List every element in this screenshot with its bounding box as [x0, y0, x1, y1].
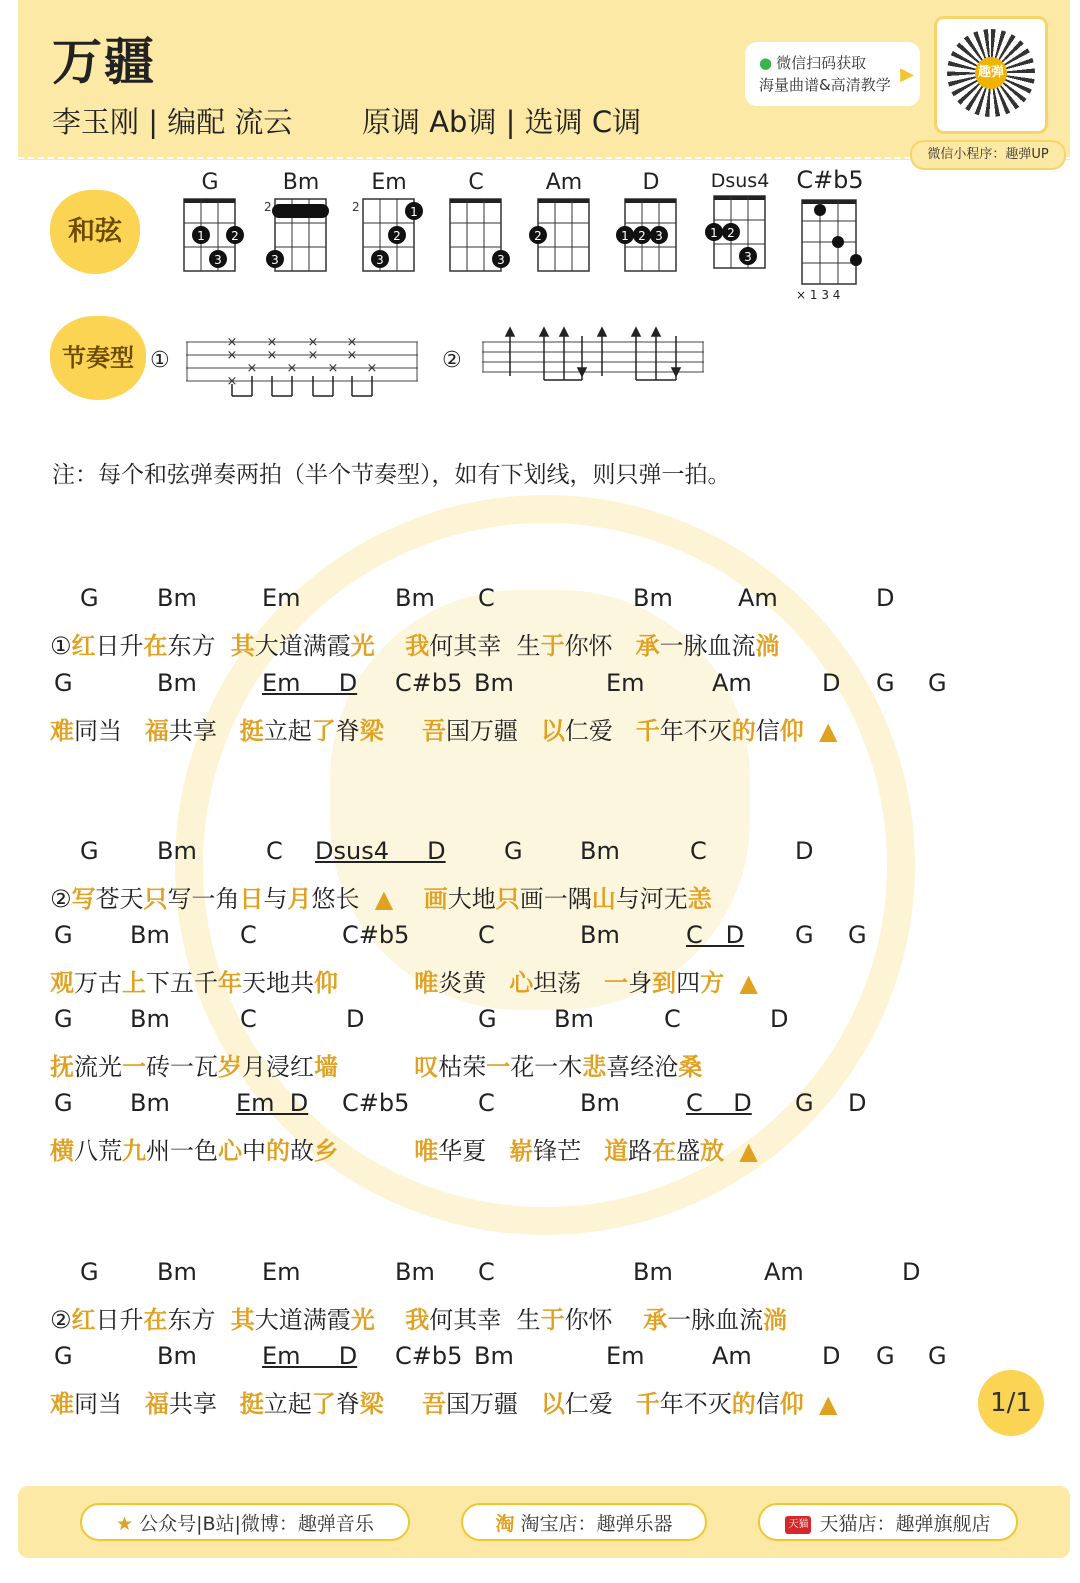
chord-diagram-d: [616, 170, 686, 279]
fret-number: 2: [352, 200, 360, 214]
chord-name: D: [642, 170, 660, 195]
chord-name: G: [201, 170, 219, 195]
chord-grid: [616, 195, 686, 275]
svg-text:2: 2: [393, 229, 401, 243]
chord-grid: [266, 195, 336, 275]
svg-text:1: 1: [621, 229, 629, 243]
chord-diagram-dsus4: [705, 170, 775, 276]
svg-text:×: ×: [346, 335, 358, 350]
qr-code[interactable]: [934, 16, 1048, 134]
chord-name: Bm: [282, 170, 320, 195]
lyric-line: 抚流光一砖一瓦岁月浸红墙 叹枯荣一花一木悲喜经沧桑: [50, 1053, 703, 1081]
svg-text:×: ×: [346, 348, 358, 363]
lyric-line: ①红日升在东方 其大道满霞光 我何其幸 生于你怀 承一脉血流淌: [50, 632, 780, 660]
svg-text:3: 3: [744, 250, 752, 264]
svg-text:1: 1: [710, 226, 718, 240]
promo-line1: 微信扫码获取: [776, 54, 867, 72]
svg-text:×: ×: [246, 361, 258, 376]
qr-caption: 微信小程序：趣弹UP: [910, 140, 1066, 170]
chord-grid: [354, 195, 424, 275]
chord-diagram-am: [529, 170, 599, 279]
svg-text:3: 3: [497, 253, 505, 267]
tmall-link[interactable]: [758, 1503, 1018, 1541]
star-icon: ★: [116, 1513, 134, 1535]
qr-pattern: [947, 29, 1035, 117]
rhythm-2-number: ②: [442, 348, 462, 373]
taobao-icon: 淘: [495, 1513, 515, 1535]
chords-badge: 和弦: [50, 190, 140, 274]
svg-text:2: 2: [534, 229, 542, 243]
chord-name: C: [468, 170, 484, 195]
chord-grid: [794, 194, 866, 294]
playing-note: 注：每个和弦弹奏两拍（半个节奏型），如有下划线，则只弹一拍。: [52, 462, 731, 488]
chord-diagram-csharpb5: [794, 166, 866, 302]
promo-box[interactable]: [745, 42, 920, 106]
svg-text:×: ×: [226, 374, 238, 389]
rhythm-pattern-1: [186, 332, 418, 402]
social-link[interactable]: [80, 1503, 410, 1541]
lyric-line: ②写苍天只写一角日与月悠长 ▲ 画大地只画一隅山与河无恙: [50, 885, 712, 913]
chord-diagram-bm: [266, 170, 336, 279]
chord-diagram-em: [354, 170, 424, 279]
svg-text:3: 3: [655, 229, 663, 243]
svg-text:×: ×: [286, 361, 298, 376]
svg-text:3: 3: [271, 253, 279, 267]
svg-text:×: ×: [266, 348, 278, 363]
promo-line2: 海量曲谱&高清教学: [759, 76, 891, 94]
song-title: 万疆: [52, 33, 156, 91]
svg-text:×: ×: [226, 348, 238, 363]
chord-name: Dsus4: [710, 170, 770, 192]
svg-text:×: ×: [366, 361, 378, 376]
tmall-icon: 天猫: [785, 1516, 811, 1534]
chord-name: C#b5: [796, 166, 864, 194]
chord-diagram-c: [441, 170, 511, 279]
tmall-label: 天猫店：趣弹旗舰店: [819, 1513, 991, 1535]
svg-text:1: 1: [197, 229, 205, 243]
svg-text:2: 2: [727, 226, 735, 240]
lyric-line: 观万古上下五千年天地共仰 唯炎黄 心坦荡 一身到四方 ▲: [50, 969, 758, 997]
chord-grid: [529, 195, 599, 275]
fret-number: 2: [264, 200, 272, 214]
svg-text:3: 3: [376, 253, 384, 267]
chord-grid: [175, 195, 245, 275]
lyric-line: ②红日升在东方 其大道满霞光 我何其幸 生于你怀 承一脉血流淌: [50, 1306, 788, 1334]
svg-text:1: 1: [410, 205, 418, 219]
chord-grid: [705, 192, 775, 272]
chord-grid: [441, 195, 511, 275]
svg-text:2: 2: [231, 229, 239, 243]
chord-diagram-g: [175, 170, 245, 279]
svg-text:×: ×: [327, 361, 339, 376]
rhythm-badge: 节奏型: [50, 316, 146, 400]
chord-name: Em: [371, 170, 407, 195]
page-number: 1/1: [978, 1370, 1044, 1436]
social-label: 公众号|B站|微博：趣弹音乐: [139, 1513, 374, 1535]
wechat-icon: ●: [759, 54, 773, 72]
fingering-label: × 1 3 4: [796, 288, 841, 302]
svg-text:×: ×: [307, 335, 319, 350]
lyric-line: 难同当 福共享 挺立起了脊梁 吾国万疆 以仁爱 千年不灭的信仰 ▲: [50, 717, 838, 745]
song-key: 原调 Ab调 | 选调 C调: [362, 105, 642, 139]
taobao-link[interactable]: [461, 1503, 707, 1541]
arrow-right-icon: ▶: [900, 64, 914, 85]
svg-text:×: ×: [307, 348, 319, 363]
artist-arranger: 李玉刚 | 编配 流云: [52, 105, 293, 139]
lyric-line: 难同当 福共享 挺立起了脊梁 吾国万疆 以仁爱 千年不灭的信仰 ▲: [50, 1390, 838, 1418]
svg-text:3: 3: [214, 253, 222, 267]
qr-logo: 趣弹: [975, 57, 1007, 89]
svg-text:×: ×: [226, 335, 238, 350]
rhythm-1-number: ①: [150, 348, 170, 373]
lyric-line: 横八荒九州一色心中的故乡 唯华夏 崭锋芒 道路在盛放 ▲: [50, 1137, 758, 1165]
chord-name: Am: [545, 170, 583, 195]
svg-text:×: ×: [266, 335, 278, 350]
taobao-label: 淘宝店：趣弹乐器: [520, 1513, 673, 1535]
svg-text:2: 2: [638, 229, 646, 243]
rhythm-pattern-2: [482, 324, 704, 390]
